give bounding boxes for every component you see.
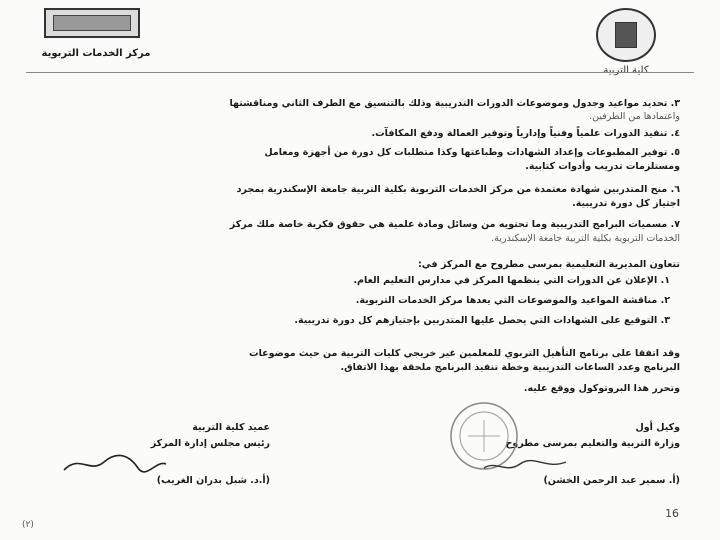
agreement-line-2: البرنامج وعدد الساعات التدريبية وخطة تنفيذ البرنامج ملحقة بهذا الاتفاق. xyxy=(340,362,680,373)
item-4-line-1: ٤. تنفيذ الدورات علمياً وفنياً وإدارياً وتوفير العمالة ودفع المكافآت. xyxy=(371,128,680,139)
item-3-line-1: ٣. تحديد مواعيد وجدول وموضوعات الدورات التدريبية وذلك بالتنسيق مع الطرف الثاني ومناقشتها xyxy=(229,98,680,109)
item-5-line-2: ومستلزمات تدريب وأدوات كتابية. xyxy=(525,161,680,172)
right-signature-icon xyxy=(480,456,570,476)
faculty-seal-icon xyxy=(596,8,656,62)
cooperation-point-2: ٢. مناقشة المواعيد والموضوعات التي يعدها مركز الخدمات التربوية. xyxy=(355,295,670,306)
services-center-logo-icon xyxy=(44,8,140,38)
right-signatory-subtitle: وزارة التربية والتعليم بمرسى مطروح xyxy=(505,438,680,449)
item-7-line-2: الخدمات التربوية بكلية التربية جامعة الإسكندرية. xyxy=(491,233,680,244)
agreement-line-1: وقد اتفقا على برنامج التأهيل التربوي للمعلمين غير خريجي كليات التربية من حيث موضوعات xyxy=(249,348,680,359)
cooperation-intro: تتعاون المديرية التعليمية بمرسى مطروح مع المركز في: xyxy=(418,259,680,270)
right-signatory-title: وكيل أول xyxy=(635,422,680,433)
item-6-line-2: اجتياز كل دورة تدريبية. xyxy=(572,198,680,209)
cooperation-point-1: ١. الإعلان عن الدورات التي ينظمها المركز في مدارس التعليم العام. xyxy=(353,275,670,286)
left-signature-icon xyxy=(60,452,170,476)
services-center-label: مركز الخدمات التربوية xyxy=(41,48,151,59)
left-signatory-title: عميد كلية التربية xyxy=(192,422,270,433)
left-signatory-subtitle: رئيس مجلس إدارة المركز xyxy=(150,438,270,449)
cooperation-point-3: ٣. التوقيع على الشهادات التي يحصل عليها المتدربين بإجتيازهم كل دورة تدريبية. xyxy=(294,315,670,326)
footer-page-number: (٢) xyxy=(22,520,34,530)
faculty-label: كلية التربية xyxy=(603,65,649,76)
header-divider xyxy=(26,72,694,73)
faculty-header xyxy=(586,8,666,76)
item-6-line-1: ٦. منح المتدربين شهادة معتمدة من مركز الخدمات التربوية بكلية التربية جامعة الإسكندرية بمجرد xyxy=(236,184,680,195)
slide-number: 16 xyxy=(665,507,679,520)
closing-line: وتحرر هذا البروتوكول ووقع عليه. xyxy=(523,383,680,394)
item-3-line-2: واعتمادها من الطرفين. xyxy=(589,111,680,122)
left-signatory-name: (أ.د. شبل بدران الغريب) xyxy=(156,475,270,486)
services-center-header xyxy=(40,8,152,59)
item-7-line-1: ٧. مسميات البرامج التدريبية وما تحتويه من وسائل ومادة علمية هي حقوق فكرية خاصة ملك مركز xyxy=(229,219,680,230)
item-5-line-1: ٥. توفير المطبوعات وإعداد الشهادات وطباعتها وكذا متطلبات كل دورة من أجهزة ومعامل xyxy=(264,147,680,158)
right-signatory-name: (أ. سمير عبد الرحمن الخشن) xyxy=(543,475,680,486)
